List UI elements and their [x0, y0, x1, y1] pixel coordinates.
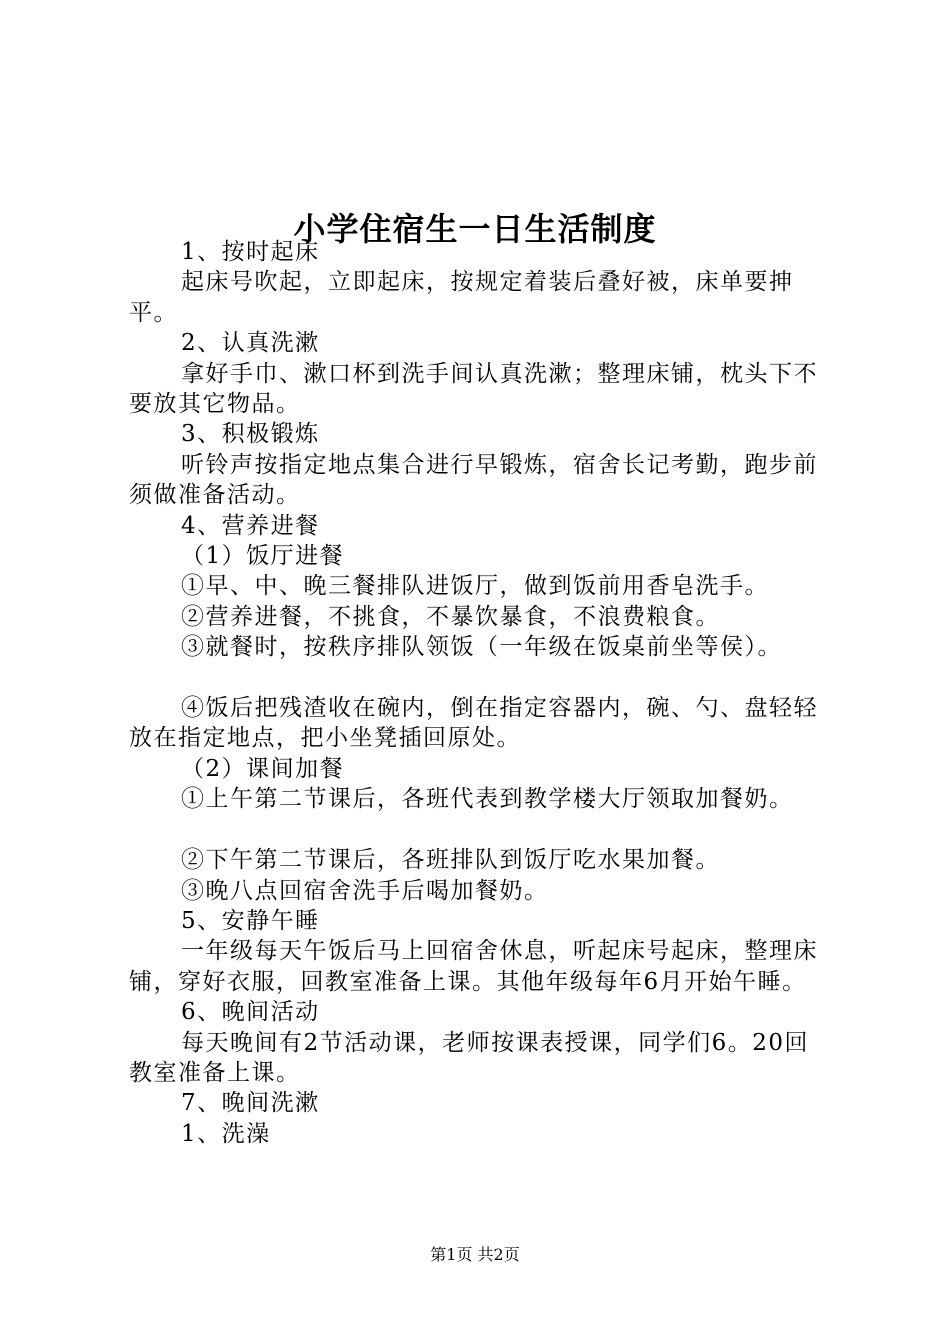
section-heading-meals: 4、营养进餐 — [181, 512, 320, 539]
list-item-dining-4: ④饭后把残渣收在碗内，倒在指定容器内，碗、勺、盘轻轻放在指定地点，把小坐凳插回原处。 — [129, 695, 818, 752]
section-heading-evening-washing: 7、晚间洗漱 — [181, 1090, 320, 1117]
list-item-snack-2: ②下午第二节课后，各班排队到饭厅吃水果加餐。 — [181, 847, 720, 874]
paragraph-wake-up: 起床号吹起，立即起床，按规定着装后叠好被，床单要抻平。 — [129, 269, 794, 326]
list-item-snack-3: ③晚八点回宿舍洗手后喝加餐奶。 — [181, 877, 549, 904]
subsection-heading-dining-hall: （1）饭厅进餐 — [181, 543, 345, 570]
page-indicator: 第1页 共2页 — [430, 1245, 520, 1264]
list-item-dining-2: ②营养进餐，不挑食，不暴饮暴食，不浪费粮食。 — [181, 603, 720, 630]
blank-line — [129, 815, 832, 845]
subsection-heading-snack: （2）课间加餐 — [181, 755, 345, 782]
document-body — [129, 237, 832, 1149]
blank-line — [129, 663, 832, 693]
section-heading-exercise: 3、积极锻炼 — [181, 421, 320, 448]
paragraph-nap: 一年级每天午饭后马上回宿舍休息，听起床号起床，整理床铺，穿好衣服，回教室准备上课。其他年级每年6月开始午睡。 — [129, 938, 818, 995]
section-heading-wake-up: 1、按时起床 — [181, 239, 320, 265]
paragraph-washing: 拿好手巾、漱口杯到洗手间认真洗漱；整理床铺，枕头下不要放其它物品。 — [129, 360, 818, 418]
section-heading-nap: 5、安静午睡 — [181, 907, 320, 934]
paragraph-evening-activity: 每天晚间有2节活动课，老师按课表授课，同学们6。20回教室准备上课。 — [129, 1029, 810, 1086]
section-heading-evening-activity: 6、晚间活动 — [181, 999, 320, 1026]
list-item-snack-1: ①上午第二节课后，各班代表到教学楼大厅领取加餐奶。 — [181, 786, 794, 813]
list-item-dining-1: ①早、中、晚三餐排队进饭厅，做到饭前用香皂洗手。 — [181, 573, 769, 600]
paragraph-exercise: 听铃声按指定地点集合进行早锻炼，宿舍长记考勤，跑步前须做准备活动。 — [129, 451, 818, 509]
section-heading-washing: 2、认真洗漱 — [181, 330, 320, 357]
list-item-bathing: 1、洗澡 — [181, 1120, 271, 1147]
page-title: 小学住宿生一日生活制度 — [293, 210, 657, 249]
list-item-dining-3: ③就餐时，按秩序排队领饭（一年级在饭桌前坐等侯）。 — [181, 634, 782, 661]
